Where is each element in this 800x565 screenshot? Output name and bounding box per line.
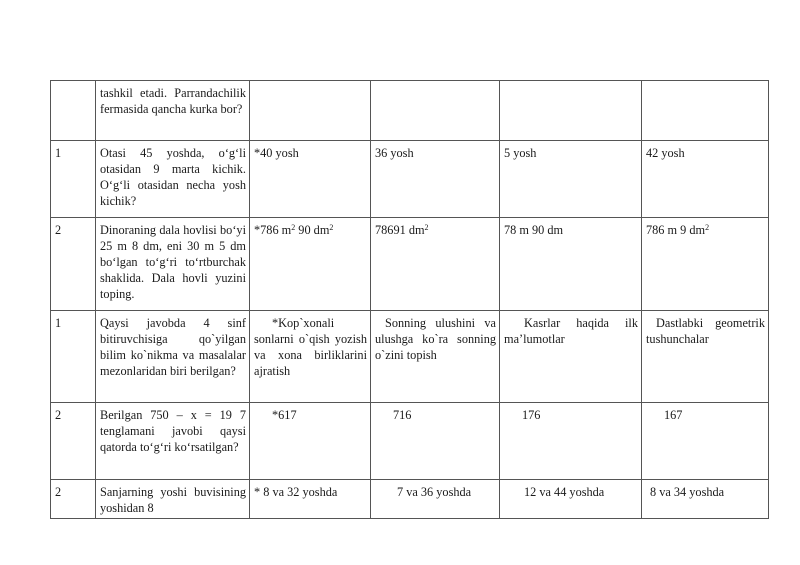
- option-c: [500, 81, 642, 141]
- table-row: [51, 403, 769, 480]
- option-c: 12 va 44 yoshda: [500, 480, 642, 519]
- row-number: [51, 81, 96, 141]
- question-text: Otasi 45 yoshda, o‘g‘li otasidan 9 marta kichik. O‘g‘li otasidan necha yosh kichik?: [96, 141, 250, 218]
- option-b: 78691 $dm^2$: [371, 218, 500, 311]
- option-b: 716: [371, 403, 500, 480]
- option-c: 5 yosh: [500, 141, 642, 218]
- option-a: [250, 81, 371, 141]
- table-row: [51, 81, 769, 141]
- option-d: [642, 81, 769, 141]
- option-b: 36 yosh: [371, 141, 500, 218]
- option-b: 7 va 36 yoshda: [371, 480, 500, 519]
- question-text: tashkil etadi. Parrandachilik fermasida qancha kurka bor?: [96, 81, 250, 141]
- option-a: * 8 va 32 yoshda: [250, 480, 371, 519]
- option-a: *40 yosh: [250, 141, 371, 218]
- row-number: 1: [51, 141, 96, 218]
- table-row: [51, 218, 769, 311]
- option-b: [371, 81, 500, 141]
- option-d: Dastlabki geometrik tushunchalar: [642, 311, 769, 403]
- row-number: 2: [51, 403, 96, 480]
- row-number: 2: [51, 218, 96, 311]
- row-number: 2: [51, 480, 96, 519]
- option-a: *617: [250, 403, 371, 480]
- option-c: 78 m 90 dm: [500, 218, 642, 311]
- question-text: Qaysi javobda 4 sinf bitiruvchisiga qo`yilgan bilim ko`nikma va masalalar mezonlaridan biri berilgan?: [96, 311, 250, 403]
- table-row: [51, 480, 769, 519]
- row-number: 1: [51, 311, 96, 403]
- table-row: [51, 141, 769, 218]
- option-a: *Kop`xonali sonlarni o`qish yozish va xona birliklarini ajratish: [250, 311, 371, 403]
- option-a: *786 $m^2$ 90 $dm^2$: [250, 218, 371, 311]
- option-b: Sonning ulushini va ulushga ko`ra sonning o`zini topish: [371, 311, 500, 403]
- option-d: 8 va 34 yoshda: [642, 480, 769, 519]
- option-d: 786 m 9 $dm^2$: [642, 218, 769, 311]
- table-row: [51, 311, 769, 403]
- option-d: 42 yosh: [642, 141, 769, 218]
- question-text: Dinoraning dala hovlisi bo‘yi 25 m 8 dm, eni 30 m 5 dm bo‘lgan to‘g‘ri to‘rtburchak shaklida. Dala hovli yuzini toping.: [96, 218, 250, 311]
- option-c: 176: [500, 403, 642, 480]
- question-text: Berilgan 750 – x = 19 7 tenglamani javobi qaysi qatorda to‘g‘ri ko‘rsatilgan?: [96, 403, 250, 480]
- option-d: 167: [642, 403, 769, 480]
- question-text: Sanjarning yoshi buvisining yoshidan 8: [96, 480, 250, 519]
- test-questions-table: [50, 80, 769, 519]
- option-c: Kasrlar haqida ilk ma’lumotlar: [500, 311, 642, 403]
